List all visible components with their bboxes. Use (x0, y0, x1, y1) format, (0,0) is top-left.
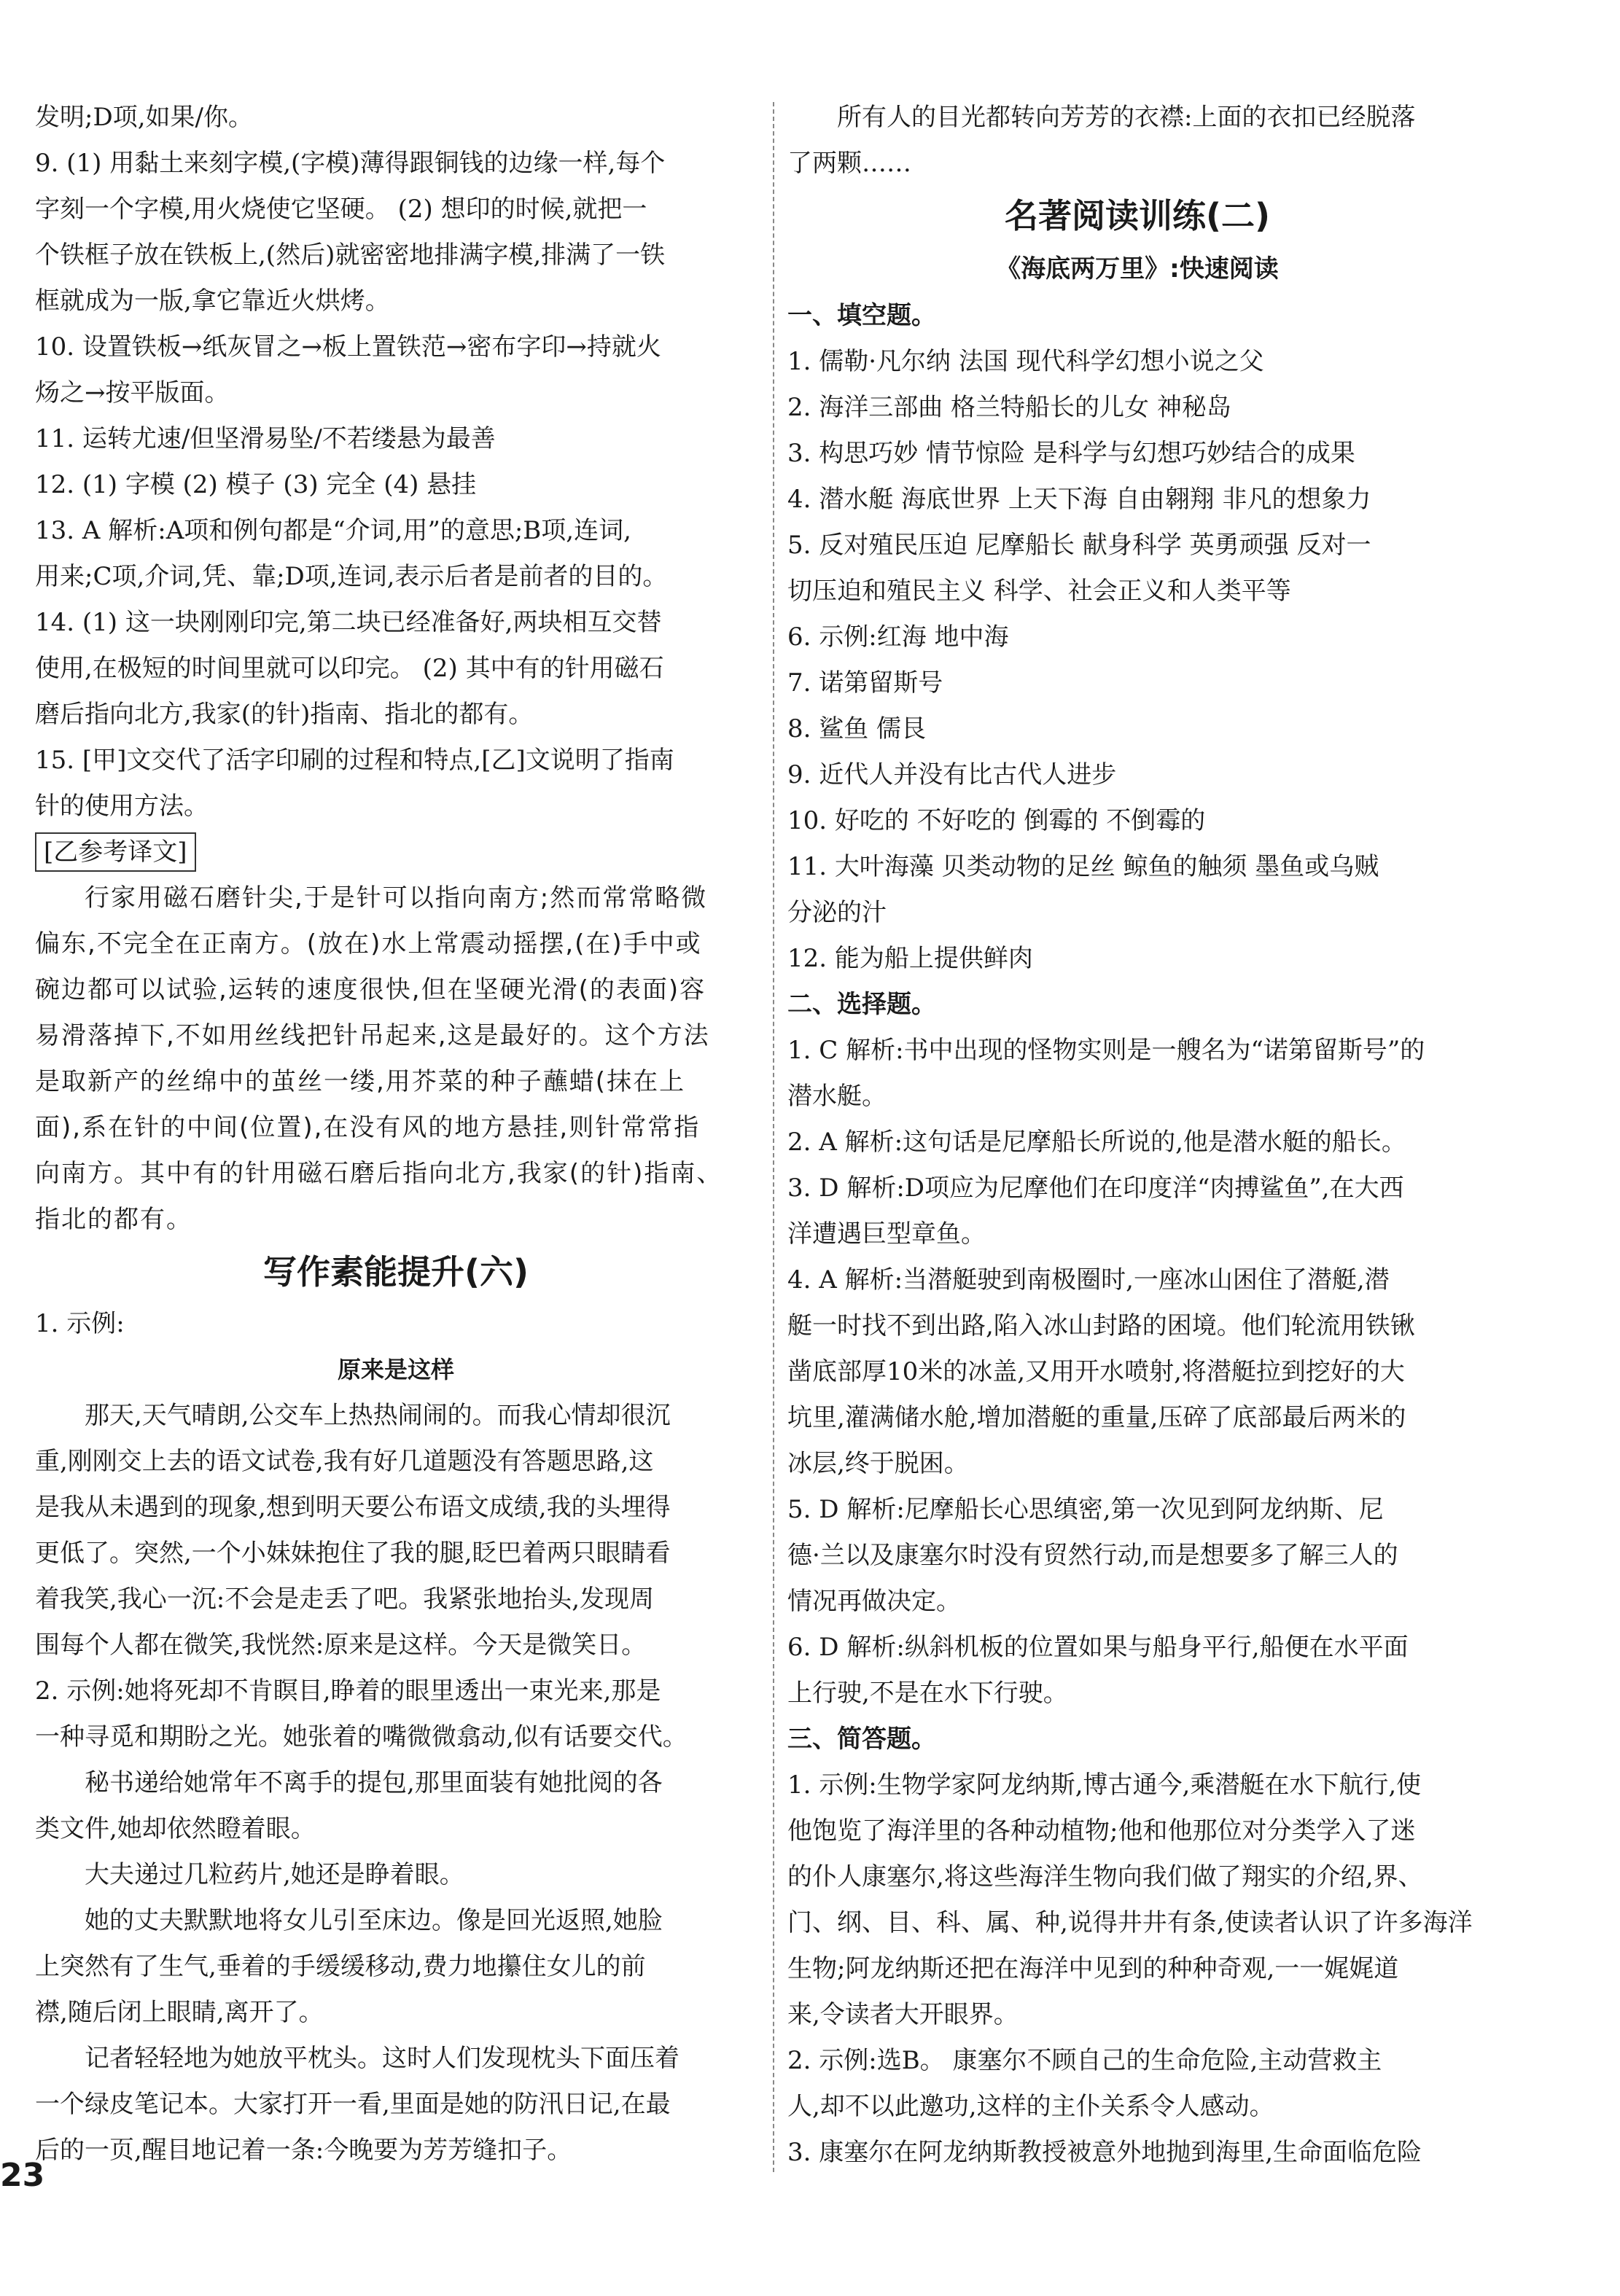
story-line: 所有人的目光都转向芳芳的衣襟:上面的衣扣已经脱落 (837, 103, 1416, 132)
story-line: 大夫递过几粒药片,她还是睁着眼。 (85, 1860, 464, 1889)
text-line: 一种寻觅和期盼之光。她张着的嘴微微翕动,似有话要交代。 (35, 1722, 688, 1752)
translation-label: [乙参考译文] (35, 832, 196, 872)
story-line: 类文件,她却依然瞪着眼。 (35, 1814, 316, 1843)
text-line: 13. A 解析:A项和例句都是“介词,用”的意思;B项,连词, (35, 516, 631, 545)
answer-line: 1. 儒勒·凡尔纳 法国 现代科学幻想小说之父 (787, 347, 1264, 376)
answer-line: 10. 好吃的 不好吃的 倒霉的 不倒霉的 (787, 806, 1206, 835)
translation-label-line (35, 829, 757, 875)
answer-line: 9. 近代人并没有比古代人进步 (787, 760, 1117, 789)
left-column (35, 95, 757, 2174)
page-number: 23 (0, 2157, 45, 2194)
translation-line: 碗边都可以试验,运转的速度很快,但在坚硬光滑(的表面)容 (35, 975, 706, 1004)
answer-line: 2. 示例:选B。 康塞尔不顾自己的生命危险,主动营救主 (787, 2046, 1382, 2075)
answer-line: 11. 大叶海藻 贝类动物的足丝 鲸鱼的触须 墨鱼或乌贼 (787, 852, 1379, 881)
story-line: 一个绿皮笔记本。大家打开一看,里面是她的防汛日记,在最 (35, 2090, 671, 2119)
answer-line: 他饱览了海洋里的各种动植物;他和他那位对分类学入了迷 (787, 1816, 1416, 1846)
answer-line: 的仆人康塞尔,将这些海洋生物向我们做了翔实的介绍,界、 (787, 1862, 1423, 1891)
translation-line: 偏东,不完全在正南方。(放在)水上常震动摇摆,(在)手中或 (35, 929, 702, 958)
essay-line: 更低了。突然,一个小妹妹抱住了我的腿,眨巴着两只眼睛看 (35, 1539, 671, 1568)
writing-section-title: 写作素能提升(六) (262, 1252, 529, 1292)
story-line: 上突然有了生气,垂着的手缓缓移动,费力地攥住女儿的前 (35, 1952, 646, 1981)
answer-line: 凿底部厚10米的冰盖,又用开水喷射,将潜艇拉到挖好的大 (787, 1357, 1405, 1386)
essay-title: 原来是这样 (337, 1356, 454, 1383)
answer-line: 8. 鲨鱼 儒艮 (787, 714, 927, 743)
text-line: 发明;D项,如果/你。 (35, 103, 253, 132)
essay-line: 重,刚刚交上去的语文试卷,我有好几道题没有答题思路,这 (35, 1447, 654, 1476)
text-line: 个铁框子放在铁板上,(然后)就密密地排满字模,排满了一铁 (35, 241, 666, 270)
text-line: 字刻一个字模,用火烧使它坚硬。 (2) 想印的时候,就把一 (35, 195, 647, 224)
answer-line: 3. D 解析:D项应为尼摩他们在印度洋“肉搏鲨鱼”,在大西 (787, 1174, 1404, 1203)
answer-line: 来,令读者大开眼界。 (787, 2000, 1019, 2029)
answer-line: 3. 构思巧妙 情节惊险 是科学与幻想巧妙结合的成果 (787, 439, 1355, 468)
text-line: 2. 示例:她将死却不肯瞑目,睁着的眼里透出一束光来,那是 (35, 1676, 661, 1706)
text-line: 10. 设置铁板→纸灰冒之→板上置铁范→密布字印→持就火 (35, 332, 661, 362)
text-line: 11. 运转尤速/但坚滑易坠/不若缕悬为最善 (35, 424, 496, 453)
answer-line: 切压迫和殖民主义 科学、社会正义和人类平等 (787, 577, 1291, 606)
answer-line: 人,却不以此邀功,这样的主仆关系令人感动。 (787, 2092, 1274, 2121)
answer-line: 5. 反对殖民压迫 尼摩船长 献身科学 英勇顽强 反对一 (787, 531, 1371, 560)
answer-line: 2. 海洋三部曲 格兰特船长的儿女 神秘岛 (787, 393, 1231, 422)
text-line: 炀之→按平版面。 (35, 378, 230, 407)
story-line: 襟,随后闭上眼睛,离开了。 (35, 1998, 324, 2027)
right-column (787, 95, 1487, 2176)
essay-line: 那天,天气晴朗,公交车上热热闹闹的。而我心情却很沉 (85, 1401, 671, 1430)
column-divider (773, 102, 774, 2172)
answer-line: 12. 能为船上提供鲜肉 (787, 944, 1033, 973)
translation-line: 指北的都有。 (35, 1205, 192, 1234)
story-line: 秘书递给她常年不离手的提包,那里面装有她批阅的各 (85, 1768, 663, 1797)
reading-section-subtitle: 《海底两万里》:快速阅读 (996, 254, 1279, 284)
translation-line: 易滑落掉下,不如用丝线把针吊起来,这是最好的。这个方法 (35, 1021, 710, 1050)
text-line: 磨后指向北方,我家(的针)指南、指北的都有。 (35, 700, 534, 729)
answer-line: 1. 示例:生物学家阿龙纳斯,博古通今,乘潜艇在水下航行,使 (787, 1770, 1422, 1800)
text-line: 使用,在极短的时间里就可以印完。 (2) 其中有的针用磁石 (35, 654, 664, 683)
answer-line: 洋遭遇巨型章鱼。 (787, 1219, 986, 1249)
answer-line: 7. 诺第留斯号 (787, 668, 943, 698)
text-line: 1. 示例: (35, 1309, 125, 1338)
story-line: 了两颗…… (787, 149, 911, 178)
answer-line: 门、纲、目、科、属、种,说得井井有条,使读者认识了许多海洋 (787, 1908, 1473, 1937)
story-line: 她的丈夫默默地将女儿引至床边。像是回光返照,她脸 (85, 1906, 663, 1935)
answer-line: 坑里,灌满储水舱,增加潜艇的重量,压碎了底部最后两米的 (787, 1403, 1406, 1432)
essay-line: 围每个人都在微笑,我恍然:原来是这样。今天是微笑日。 (35, 1631, 647, 1660)
translation-line: 向南方。其中有的针用磁石磨后指向北方,我家(的针)指南、 (35, 1159, 723, 1188)
answer-line: 情况再做决定。 (787, 1587, 961, 1616)
answer-line: 生物;阿龙纳斯还把在海洋中见到的种种奇观,一一娓娓道 (787, 1954, 1399, 1983)
answer-line: 2. A 解析:这句话是尼摩船长所说的,他是潜水艇的船长。 (787, 1128, 1406, 1157)
answer-line: 5. D 解析:尼摩船长心思缜密,第一次见到阿龙纳斯、尼 (787, 1495, 1384, 1524)
answer-line: 3. 康塞尔在阿龙纳斯教授被意外地抛到海里,生命面临危险 (787, 2138, 1422, 2167)
translation-line: 面),系在针的中间(位置),在没有风的地方悬挂,则针常常指 (35, 1113, 701, 1142)
answer-line: 艇一时找不到出路,陷入冰山封路的困境。他们轮流用铁锹 (787, 1311, 1415, 1340)
translation-line: 是取新产的丝绵中的茧丝一缕,用芥菜的种子蘸蜡(抹在上 (35, 1067, 686, 1096)
text-line: 用来;C项,介词,凭、靠;D项,连词,表示后者是前者的目的。 (35, 562, 668, 591)
essay-line: 是我从未遇到的现象,想到明天要公布语文成绩,我的头埋得 (35, 1493, 671, 1522)
text-line: 12. (1) 字模 (2) 模子 (3) 完全 (4) 悬挂 (35, 470, 477, 499)
answer-line: 6. 示例:红海 地中海 (787, 622, 1009, 652)
text-line: 9. (1) 用黏土来刻字模,(字模)薄得跟铜钱的边缘一样,每个 (35, 149, 666, 178)
answer-line: 1. C 解析:书中出现的怪物实则是一艘名为“诺第留斯号”的 (787, 1036, 1425, 1065)
story-line: 记者轻轻地为她放平枕头。这时人们发现枕头下面压着 (85, 2044, 679, 2073)
section-heading: 一、填空题。 (787, 301, 936, 330)
section-heading: 二、选择题。 (787, 990, 936, 1019)
answer-line: 潜水艇。 (787, 1082, 887, 1111)
answer-line: 6. D 解析:纵斜机板的位置如果与船身平行,船便在水平面 (787, 1633, 1409, 1662)
answer-line: 上行驶,不是在水下行驶。 (787, 1679, 1068, 1708)
answer-line: 分泌的汁 (787, 898, 887, 927)
text-line: 框就成为一版,拿它靠近火烘烤。 (35, 286, 390, 316)
reading-section-title: 名著阅读训练(二) (1004, 196, 1271, 235)
story-line: 后的一页,醒目地记着一条:今晚要为芳芳缝扣子。 (35, 2136, 572, 2165)
answer-line: 4. A 解析:当潜艇驶到南极圈时,一座冰山困住了潜艇,潜 (787, 1265, 1390, 1295)
text-line: 15. [甲]文交代了活字印刷的过程和特点,[乙]文说明了指南 (35, 746, 674, 775)
answer-line: 德·兰以及康塞尔时没有贸然行动,而是想要多了解三人的 (787, 1541, 1398, 1570)
section-heading: 三、简答题。 (787, 1725, 936, 1754)
essay-line: 着我笑,我心一沉:不会是走丢了吧。我紧张地抬头,发现周 (35, 1585, 655, 1614)
answer-line: 冰层,终于脱困。 (787, 1449, 969, 1478)
text-line: 14. (1) 这一块刚刚印完,第二块已经准备好,两块相互交替 (35, 608, 662, 637)
text-line: 针的使用方法。 (35, 792, 209, 821)
answer-line: 4. 潜水艇 海底世界 上天下海 自由翱翔 非凡的想象力 (787, 485, 1371, 514)
translation-line: 行家用磁石磨针尖,于是针可以指向南方;然而常常略微 (85, 883, 708, 913)
